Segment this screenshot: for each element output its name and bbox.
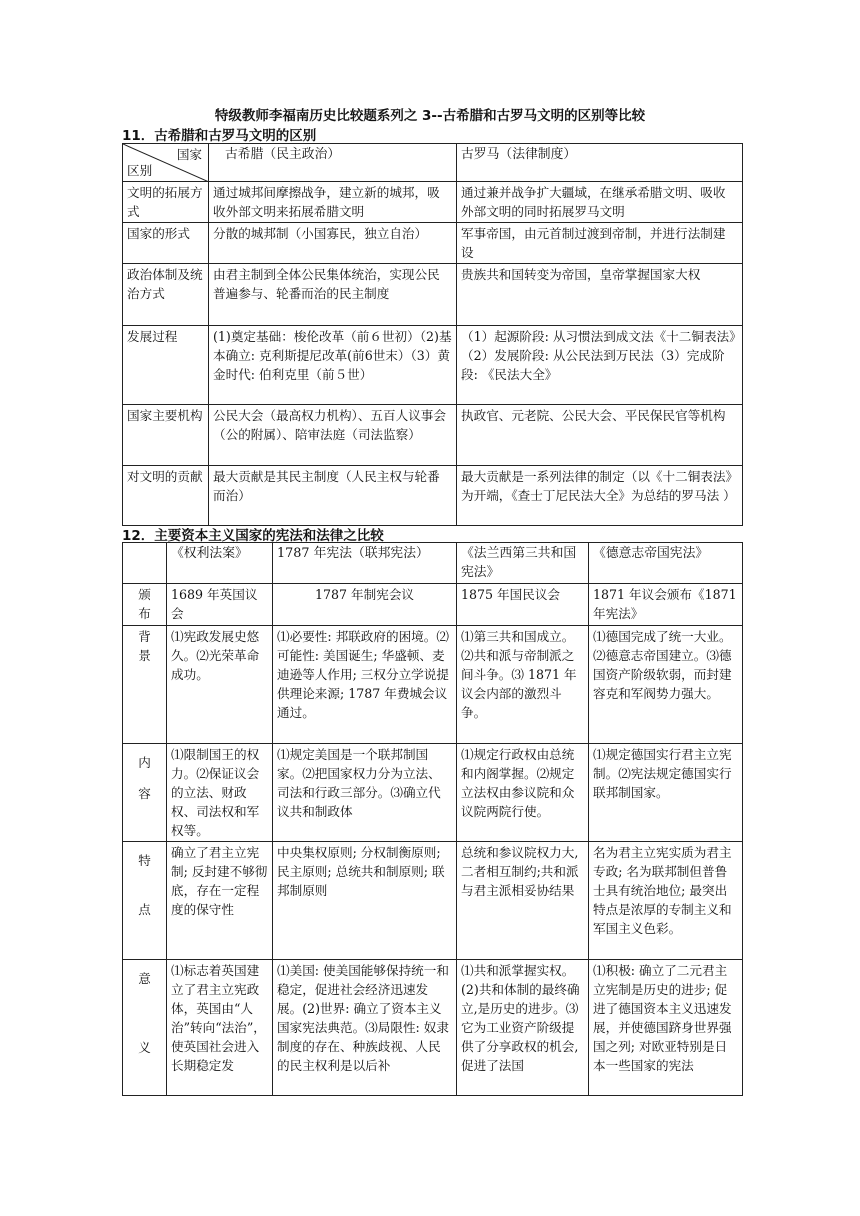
german-constitution-cell: ⑴规定德国实行君主立宪制。⑵宪法规定德国实行联邦制国家。	[589, 744, 743, 842]
row-label: 对文明的贡献	[123, 466, 209, 526]
table-row	[123, 842, 743, 960]
us-constitution-cell: ⑴规定美国是一个联邦制国家。⑵把国家权力分为立法、司法和行政三部分。⑶确立代议共和制政体	[273, 744, 457, 842]
row-label: 政治体制及统治方式	[123, 264, 209, 326]
row-label: 内 容	[123, 744, 167, 842]
table-row	[123, 744, 743, 842]
greece-cell: 通过城邦间摩擦战争，建立新的城邦，吸收外部文明来拓展希腊文明	[209, 182, 457, 223]
table-row	[123, 223, 743, 264]
row-label: 国家主要机构	[123, 405, 209, 466]
german-constitution-cell: ⑴德国完成了统一大业。⑵德意志帝国建立。⑶德国资产阶级软弱，而封建容克和军阀势力强大。	[589, 626, 743, 744]
constitutions-comparison-table	[122, 542, 743, 1096]
table-row	[123, 326, 743, 405]
bill-of-rights-cell: ⑴标志着英国建立了君主立宪政体，英国由“人治”转向“法治”，使英国社会进入长期稳定发	[167, 960, 273, 1096]
german-constitution-cell: ⑴积极: 确立了二元君主立宪制是历史的进步; 促进了德国资本主义迅速发展，并使德国跻身世界强国之列; 对欧亚特别是日本一些国家的宪法	[589, 960, 743, 1096]
rome-cell: 最大贡献是一系列法律的制定（以《十二铜表法》为开端，《查士丁尼民法大全》为总结的罗马法 ）	[457, 466, 743, 526]
table-row	[123, 626, 743, 744]
bill-of-rights-cell: ⑴宪政发展史悠久。⑵光荣革命成功。	[167, 626, 273, 744]
table-corner-cell	[123, 543, 167, 584]
french-constitution-cell: ⑴规定行政权由总统和内阁掌握。⑵规定立法权由参议院和众议院两院行使。	[457, 744, 589, 842]
rome-cell: 执政官、元老院、公民大会、平民保民官等机构	[457, 405, 743, 466]
rome-cell: 通过兼并战争扩大疆域，在继承希腊文明、吸收外部文明的同时拓展罗马文明	[457, 182, 743, 223]
table-corner-cell	[123, 144, 209, 182]
bill-of-rights-cell: ⑴限制国王的权力。⑵保证议会的立法、财政权、司法权和军权等。	[167, 744, 273, 842]
row-label: 特 点	[123, 842, 167, 960]
row-label: 意 义	[123, 960, 167, 1096]
us-constitution-cell: ⑴必要性: 邦联政府的困境。⑵可能性: 美国诞生; 华盛顿、麦迪逊等人作用; 三权分立学说提供理论来源; 1787 年费城会议通过。	[273, 626, 457, 744]
corner-label-country: 国家	[176, 147, 202, 162]
corner-label-difference: 区别	[127, 163, 153, 178]
bill-of-rights-cell: 1689 年英国议会	[167, 584, 273, 626]
greece-rome-comparison-table	[122, 143, 743, 526]
column-header-rome: 古罗马（法律制度）	[457, 144, 743, 182]
table-row	[123, 960, 743, 1096]
rome-cell: 贵族共和国转变为帝国，皇帝掌握国家大权	[457, 264, 743, 326]
french-constitution-cell: ⑴第三共和国成立。⑵共和派与帝制派之间斗争。⑶ 1871 年议会内部的激烈斗争。	[457, 626, 589, 744]
column-header-bill-of-rights: 《权利法案》	[167, 543, 273, 584]
greece-cell: (1)奠定基础：梭伦改革（前６世初）（2)基本确立: 克利斯提尼改革(前6世末）（3）黄金时代: 伯利克里（前５世）	[209, 326, 457, 405]
french-constitution-cell: 1875 年国民议会	[457, 584, 589, 626]
rome-cell: （1）起源阶段: 从习惯法到成文法《十二铜表法》（2）发展阶段: 从公民法到万民法（3）完成阶段: 《民法大全》	[457, 326, 743, 405]
greece-cell: 分散的城邦制（小国寡民，独立自治）	[209, 223, 457, 264]
table-row	[123, 584, 743, 626]
us-constitution-cell: 中央集权原则; 分权制衡原则; 民主原则; 总统共和制原则; 联邦制原则	[273, 842, 457, 960]
greece-cell: 最大贡献是其民主制度（人民主权与轮番而治）	[209, 466, 457, 526]
us-constitution-cell: 1787 年制宪会议	[273, 584, 457, 626]
row-label: 国家的形式	[123, 223, 209, 264]
greece-cell: 由君主制到全体公民集体统治，实现公民普遍参与、轮番而治的民主制度	[209, 264, 457, 326]
column-header-french-constitution: 《法兰西第三共和国宪法》	[457, 543, 589, 584]
column-header-greece: 古希腊（民主政治）	[209, 144, 457, 182]
section-11-title: 11．古希腊和古罗马文明的区别	[122, 128, 317, 144]
table-row	[123, 264, 743, 326]
german-constitution-cell: 名为君主立宪实质为君主专政; 名为联邦制但普鲁士具有统治地位; 最突出特点是浓厚的专制主义和军国主义色彩。	[589, 842, 743, 960]
document-title: 特级教师李福南历史比较题系列之 3--古希腊和古罗马文明的区别等比较	[214, 108, 646, 124]
row-label: 文明的拓展方式	[123, 182, 209, 223]
row-label: 颁 布	[123, 584, 167, 626]
row-label: 发展过程	[123, 326, 209, 405]
section-12-title: 12．主要资本主义国家的宪法和法律之比较	[122, 528, 384, 544]
german-constitution-cell: 1871 年议会颁布《1871 年宪法》	[589, 584, 743, 626]
rome-cell: 军事帝国，由元首制过渡到帝制，并进行法制建设	[457, 223, 743, 264]
table-row	[123, 182, 743, 223]
table-row	[123, 466, 743, 526]
column-header-german-constitution: 《德意志帝国宪法》	[589, 543, 743, 584]
row-label: 背 景	[123, 626, 167, 744]
greece-cell: 公民大会（最高权力机构）、五百人议事会（公的附属）、陪审法庭（司法监察）	[209, 405, 457, 466]
french-constitution-cell: ⑴共和派掌握实权。 (2)共和体制的最终确立,是历史的进步。⑶它为工业资产阶级提供了分享政权的机会,促进了法国	[457, 960, 589, 1096]
table-row	[123, 405, 743, 466]
french-constitution-cell: 总统和参议院权力大,二者相互制约;共和派与君主派相妥协结果	[457, 842, 589, 960]
bill-of-rights-cell: 确立了君主立宪制; 反封建不够彻底，存在一定程度的保守性	[167, 842, 273, 960]
us-constitution-cell: ⑴美国: 使美国能够保持统一和稳定，促进社会经济迅速发展。(2)世界: 确立了资本主义国家宪法典范。⑶局限性: 奴隶制度的存在、种族歧视、人民的民主权利是以后补	[273, 960, 457, 1096]
column-header-us-constitution: 1787 年宪法（联邦宪法）	[273, 543, 457, 584]
